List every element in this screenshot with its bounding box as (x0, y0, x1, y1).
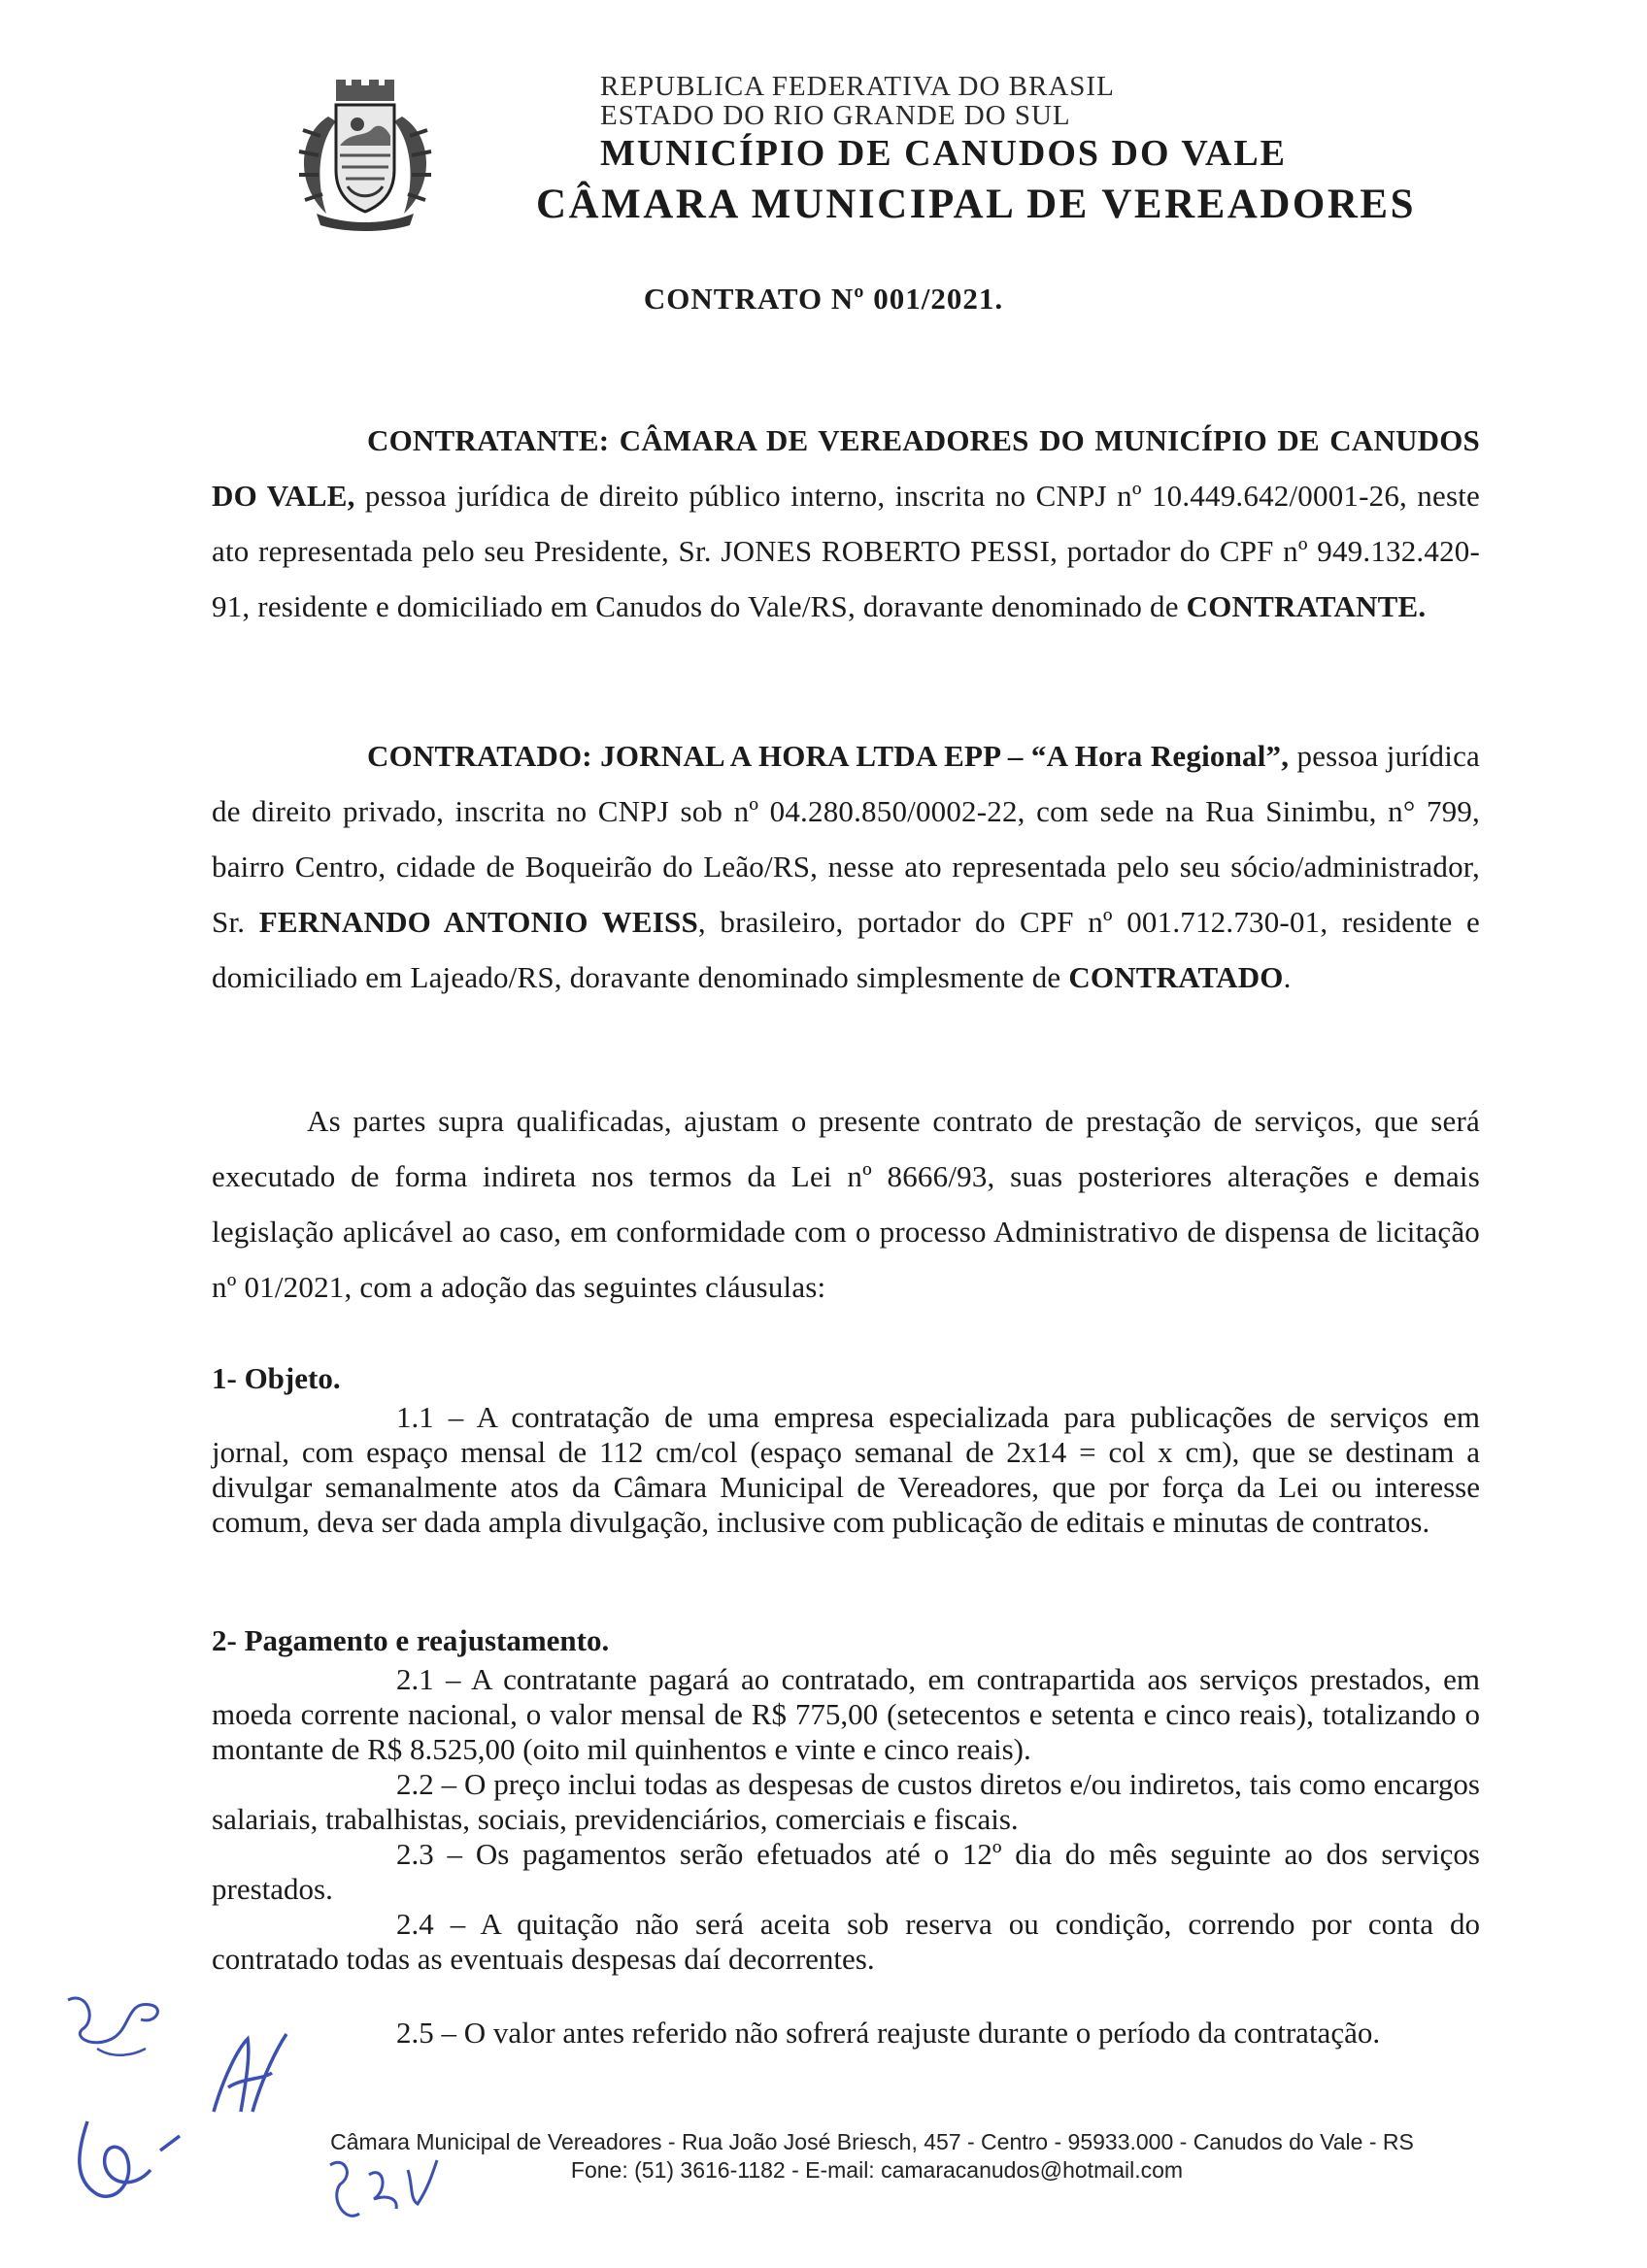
handwritten-initial-1 (58, 1981, 175, 2068)
section-objeto (212, 1361, 1480, 1540)
contratado-closing: CONTRATADO (1068, 960, 1284, 994)
section-pagamento (212, 1623, 1480, 2051)
clause-2-3: 2.3 – Os pagamentos serão efetuados até o 12º dia do mês seguinte ao dos serviços prestados. (212, 1837, 1480, 1906)
letterhead-state: ESTADO DO RIO GRANDE DO SUL (600, 100, 1071, 131)
partes-paragraph: As partes supra qualificadas, ajustam o presente contrato de prestação de serviços, que será executado de forma indireta nos termos da Lei nº 8666/93, suas posteriores alterações e demais legislação aplicável ao caso, em conformidade com o processo Administrativo de dispensa de licitação nº 01/2021, com a adoção das seguintes cláusulas: (212, 1104, 1480, 1304)
clause-2-4: 2.4 – A quitação não será aceita sob reserva ou condição, correndo por conta do contratado todas as eventuais despesas daí decorrentes. (212, 1907, 1480, 1976)
contratado-text-1: pessoa jurídica de direito privado, inscrita no CNPJ sob nº 04.280.850/0002-22, com sede na Rua Sinimbu, n° 799, bairro Centro, cidade de Boqueirão do Leão/RS, nesse ato representada pelo seu sócio/administrador, Sr. (212, 739, 1480, 939)
municipal-coat-of-arms-icon (287, 78, 443, 233)
letterhead-republic: REPUBLICA FEDERATIVA DO BRASIL (600, 71, 1115, 102)
section-objeto-title: 1- Objeto. (212, 1361, 341, 1395)
clause-2-1: 2.1 – A contratante pagará ao contratado, em contrapartida aos serviços prestados, em moeda corrente nacional, o valor mensal de R$ 775,00 (setecentos e setenta e cinco reais), totalizando o montante de R$ 8.525,00 (oito mil quinhentos e vinte e cinco reais). (212, 1662, 1480, 1766)
contratado-text-2: , brasileiro, portador do CPF nº 001.712.730-01, residente e domiciliado em Lajeado/RS, doravante denominado simplesmente de (212, 905, 1480, 994)
contratado-paragraph (212, 728, 1480, 1005)
clause-2-2: 2.2 – O preço inclui todas as despesas de custos diretos e/ou indiretos, tais como encargos salariais, trabalhistas, sociais, previdenciários, comerciais e fiscais. (212, 1767, 1480, 1836)
letterhead-chamber: CÂMARA MUNICIPAL DE VEREADORES (536, 182, 1417, 227)
contratado-period: . (1283, 960, 1292, 994)
clause-2-5: 2.5 – O valor antes referido não sofrerá reajuste durante o período da contratação. (396, 2016, 1381, 2050)
footer-address: Câmara Municipal de Vereadores - Rua João José Briesch, 457 - Centro - 95933.000 - Canudos do Vale - RS (330, 2129, 1414, 2154)
clause-1-1: 1.1 – A contratação de uma empresa especializada para publicações de serviços em jornal, com espaço mensal de 112 cm/col (espaço semanal de 2x14 = col x cm), que se destinam a divulgar semanalmente atos da Câmara Municipal de Vereadores, que por força da Lei ou interesse comum, deva ser dada ampla divulgação, inclusive com publicação de editais e minutas de contratos. (212, 1400, 1480, 1539)
contract-title: CONTRATO Nº 001/2021. (643, 282, 1004, 316)
letterhead-municipality: MUNICÍPIO DE CANUDOS DO VALE (600, 133, 1288, 174)
page-footer (0, 2128, 1647, 2185)
contratante-label: CONTRATANTE: CÂMARA DE VEREADORES DO MUNICÍPIO DE CANUDOS DO VALE, (212, 423, 1480, 513)
contratante-paragraph (212, 413, 1480, 634)
footer-contact: Fone: (51) 3616-1182 - E-mail: camaracanudos@hotmail.com (570, 2157, 1184, 2183)
contratado-representative: FERNANDO ANTONIO WEISS (258, 905, 698, 939)
handwritten-signature-1 (194, 2019, 301, 2126)
contratante-closing: CONTRATANTE. (1186, 589, 1427, 623)
section-pagamento-title: 2- Pagamento e reajustamento. (212, 1623, 610, 1657)
contratado-label: CONTRATADO: JORNAL A HORA LTDA EPP – “A Hora Regional”, (367, 739, 1290, 773)
letterhead (536, 71, 1417, 227)
contratante-text: pessoa jurídica de direito público interno, inscrita no CNPJ nº 10.449.642/0001-26, neste ato representada pelo seu Presidente, Sr. JONES ROBERTO PESSI, portador do CPF nº 949.132.420-91, residente e domiciliado em Canudos do Vale/RS, doravante denominado de (212, 479, 1481, 623)
